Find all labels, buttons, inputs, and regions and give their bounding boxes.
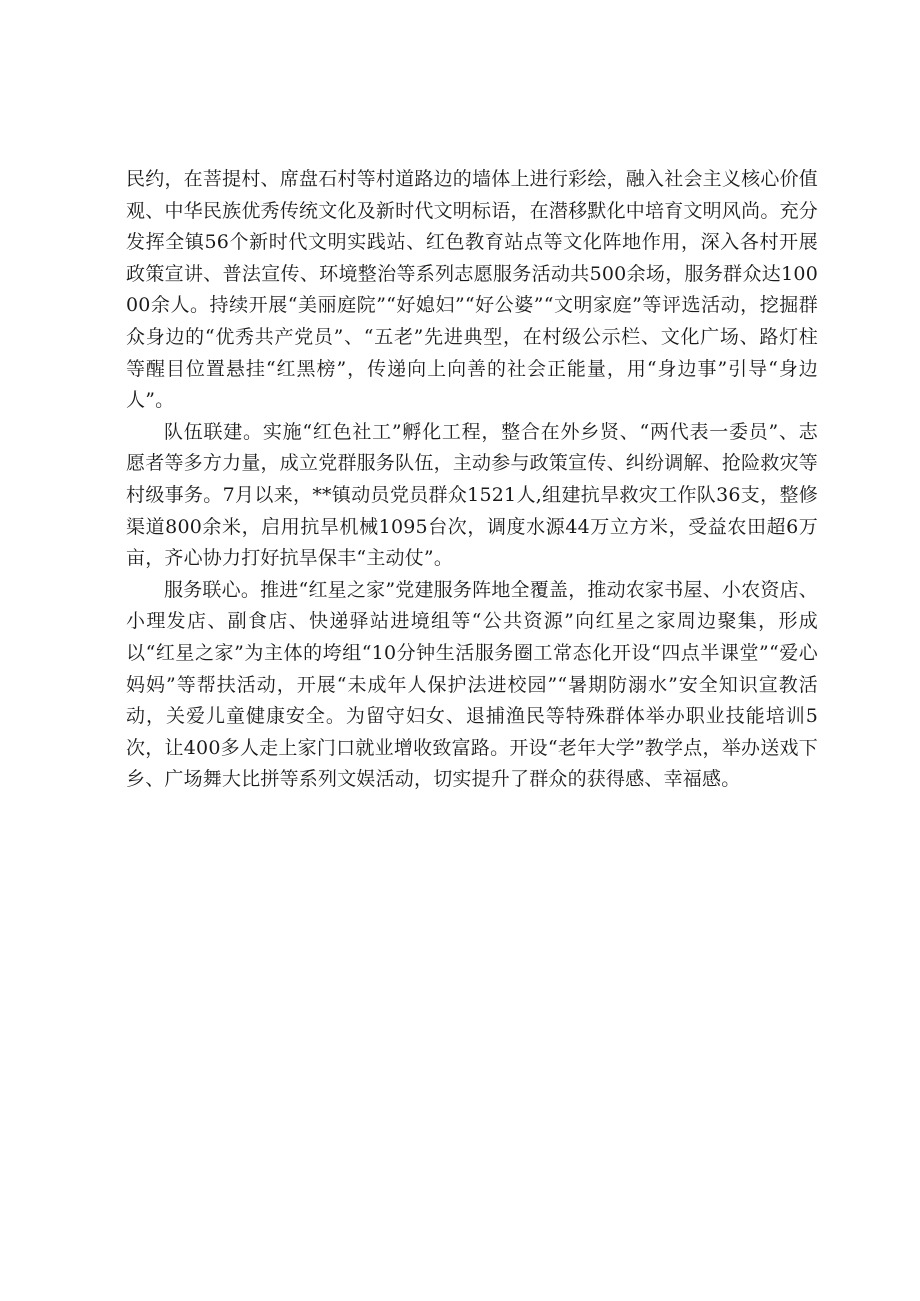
paragraph-service: 服务联心。推进“红星之家”党建服务阵地全覆盖，推动农家书屋、小农资店、小理发店、副食店、快递驿站进境组等“公共资源”向红星之家周边聚集，形成以“红星之家”为主体的垮组“10分钟生活服务圈工常态化开设“四点半课堂”“爱心妈妈”等帮扶活动，开展“未成年人保护法进校园”“暑期防溺水”安全知识宣教活动，关爱儿童健康安全。为留守妇女、退捕渔民等特殊群体举办职业技能培训5次，让400多人走上家门口就业增收致富路。开设“老年大学”教学点，举办送戏下乡、广场舞大比拼等系列文娱活动，切实提升了群众的获得感、幸福感。 (126, 578, 818, 791)
document-body (126, 164, 818, 796)
paragraph-civilization: 民约，在菩提村、席盘石村等村道路边的墙体上进行彩绘，融入社会主义核心价值观、中华民族优秀传统文化及新时代文明标语，在潜移默化中培育文明风尚。充分发挥全镇56个新时代文明实践站、红色教育站点等文化阵地作用，深入各村开展政策宣讲、普法宣传、环境整治等系列志愿服务活动共500余场，服务群众达10000余人。持续开展“美丽庭院”“好媳妇”“好公婆”“文明家庭”等评选活动，挖掘群众身边的“优秀共产党员”、“五老”先进典型，在村级公示栏、文化广场、路灯柱等醒目位置悬挂“红黑榜”，传递向上向善的社会正能量，用“身边事”引导“身边人”。 (126, 168, 818, 412)
paragraph-team-building: 队伍联建。实施“红色社工”孵化工程，整合在外乡贤、“两代表一委员”、志愿者等多方力量，成立党群服务队伍，主动参与政策宣传、纠纷调解、抢险救灾等村级事务。7月以来，**镇动员党员群众1521人,组建抗旱救灾工作队36支，整修渠道800余米，启用抗旱机械1095台次，调度水源44万立方米，受益农田超6万亩，齐心协力打好抗旱保丰“主动仗”。 (126, 420, 818, 570)
